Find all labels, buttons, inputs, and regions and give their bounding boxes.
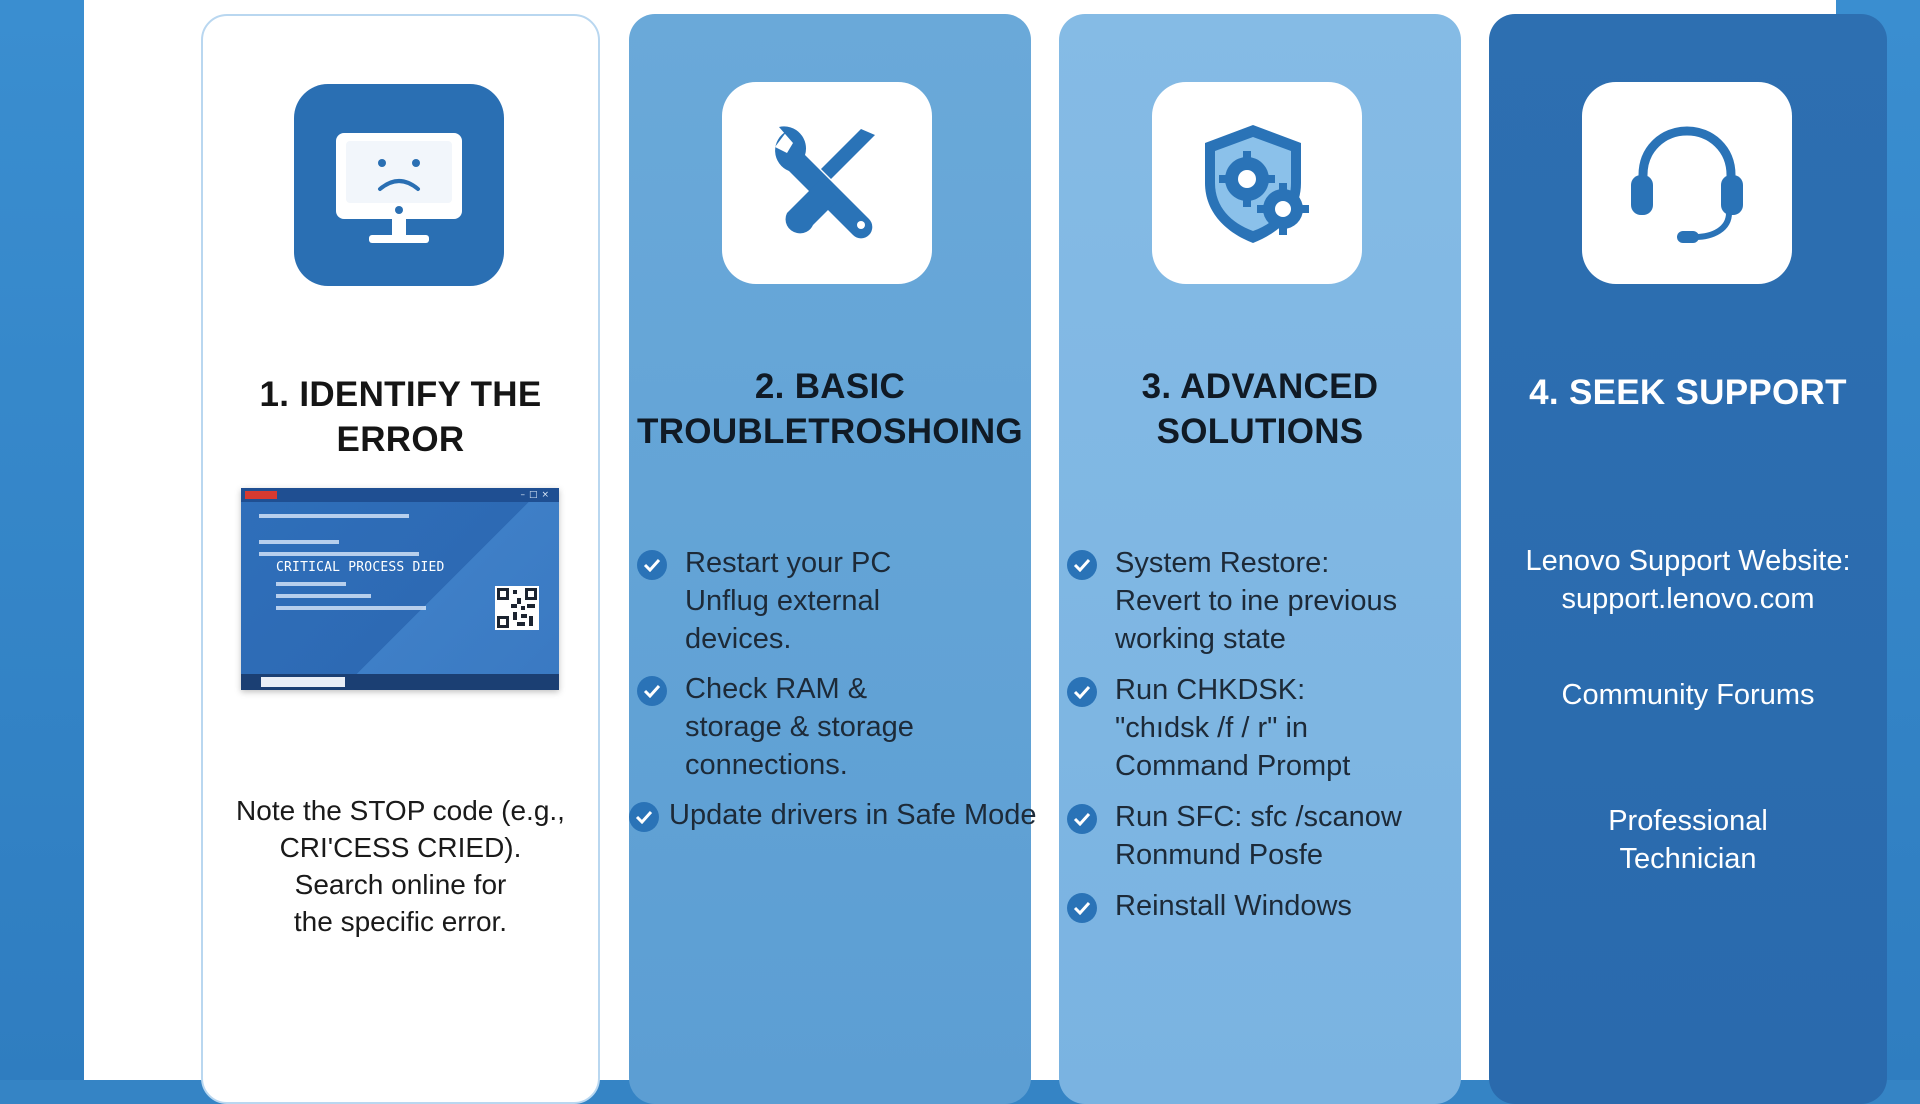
list-item-text: Run CHKDSK: "chıdsk /f / r" in Command Prompt (1115, 674, 1351, 782)
left-edge (0, 0, 84, 1080)
check-icon (1067, 550, 1097, 580)
wrench-screwdriver-icon (757, 113, 897, 253)
support-list (1489, 542, 1887, 878)
support-item-technician[interactable]: Professional Technician (1608, 805, 1768, 875)
shield-gear-icon (1187, 113, 1327, 253)
step-3-heading: 3. ADVANCED SOLUTIONS (1141, 367, 1379, 451)
screenshot-text-line (276, 594, 371, 598)
check-icon (637, 550, 667, 580)
step-2-heading: 2. BASIC TROUBLETROSHOING (637, 367, 1023, 451)
list-item-text: System Restore: Revert to ine previous working state (1115, 547, 1398, 655)
check-icon (1067, 677, 1097, 707)
list-item (629, 670, 1049, 784)
window-controls-icon: –□× (520, 490, 553, 500)
support-item-forums[interactable]: Community Forums (1561, 679, 1815, 711)
step-4-icon-tile (1582, 82, 1792, 284)
check-icon (637, 676, 667, 706)
headset-icon (1617, 113, 1757, 253)
list-item-text: Update drivers in Safe Mode (669, 799, 1037, 831)
screenshot-text-line (276, 582, 346, 586)
check-icon (1067, 804, 1097, 834)
bsod-error-text: CRITICAL PROCESS DIED (276, 560, 445, 575)
bsod-screenshot (241, 488, 559, 690)
step-2-icon-tile (722, 82, 932, 284)
check-icon (1067, 893, 1097, 923)
step-3-checklist (1059, 544, 1459, 938)
screenshot-search-box (261, 677, 345, 687)
list-item (1059, 798, 1459, 874)
check-icon (629, 802, 659, 832)
step-2-panel (629, 14, 1037, 1104)
list-item (1059, 544, 1459, 658)
step-1-note: Note the STOP code (e.g., CRI'CESS CRIED). Search online for the specific error. (236, 795, 565, 937)
step-3-icon-tile (1152, 82, 1362, 284)
screenshot-text-line (259, 540, 339, 544)
screenshot-text-line (276, 606, 426, 610)
step-1-panel (201, 14, 600, 1104)
list-item-text: Restart your PC Unflug external devices. (685, 547, 892, 655)
step-2-checklist (629, 544, 1049, 846)
sad-monitor-icon (324, 115, 474, 255)
list-item-text: Reinstall Windows (1115, 890, 1352, 922)
step-4-panel (1489, 14, 1887, 1104)
infographic-canvas (84, 0, 1851, 1080)
screenshot-titlebar (241, 488, 559, 502)
step-3-panel (1059, 14, 1461, 1104)
step-4-heading: 4. SEEK SUPPORT (1529, 373, 1847, 412)
list-item-text: Check RAM & storage & storage connections. (685, 673, 914, 781)
step-1-heading: 1. IDENTIFY THE ERROR (259, 375, 542, 459)
list-item-text: Run SFC: sfc /scanow Ronmund Posfe (1115, 801, 1402, 871)
screenshot-text-line (259, 514, 409, 518)
support-item-website[interactable]: Lenovo Support Website: support.lenovo.com (1525, 545, 1851, 615)
list-item (1059, 887, 1459, 925)
screenshot-badge (245, 491, 277, 499)
list-item (1059, 671, 1459, 785)
screenshot-text-line (259, 552, 419, 556)
list-item (629, 796, 1049, 834)
list-item (629, 544, 1049, 658)
step-1-icon-tile (294, 84, 504, 286)
qr-code-icon (495, 586, 539, 630)
